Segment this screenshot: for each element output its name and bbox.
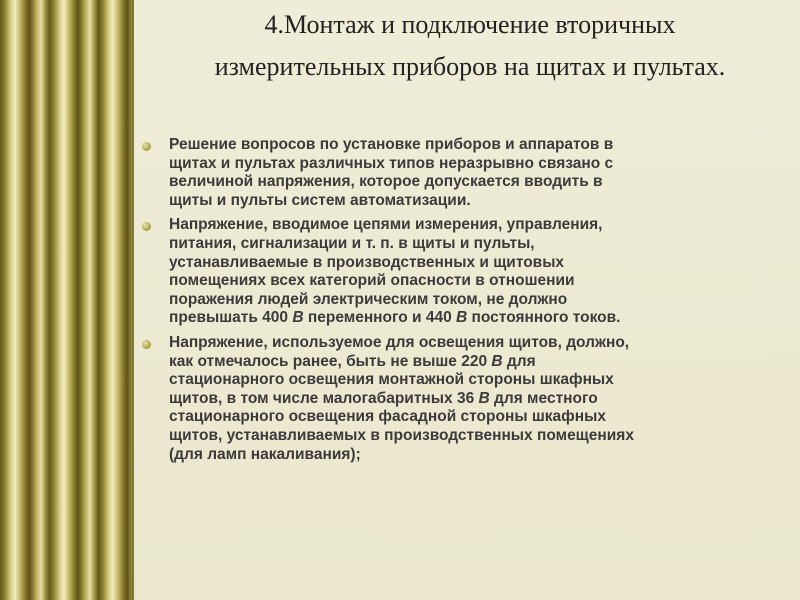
bullet-list [142, 136, 782, 470]
decorative-curtain-band [0, 0, 134, 600]
bullet-item-3 [142, 334, 782, 464]
text-segment: щитов, в том числе малогабаритных 36 [169, 389, 479, 407]
bullet-text-3 [169, 334, 782, 464]
bullet-item-2 [142, 216, 782, 328]
slide-title-line-1: 4.Монтаж и подключение вторичных [264, 10, 676, 39]
text-segment: для местного [489, 389, 598, 407]
bullet-item-1 [142, 136, 782, 210]
bullet-dot-icon [142, 222, 151, 231]
bullet-dot-icon [142, 340, 151, 349]
bullet-line: питания, сигнализации и т. п. в щиты и пульты, [169, 234, 535, 252]
bullet-line: устанавливаемые в производственных и щитовых [169, 253, 565, 271]
text-segment: для [502, 352, 536, 370]
text-segment: переменного и 440 [303, 309, 457, 327]
text-segment: превышать 400 [169, 309, 293, 327]
bullet-line: щитах и пультах различных типов неразрывно связано с [169, 154, 614, 172]
bullet-line: Напряжение, используемое для освещения щитов, должно, [169, 333, 630, 351]
slide-title [150, 4, 790, 88]
unit-volt: В [491, 352, 503, 370]
bullet-dot-icon [142, 142, 151, 151]
bullet-line: стационарного освещения фасадной стороны шкафных [169, 408, 606, 426]
bullet-text-1 [169, 136, 782, 210]
bullet-line [169, 353, 782, 372]
bullet-line [169, 390, 782, 409]
unit-volt: В [478, 389, 490, 407]
bullet-line: Решение вопросов по установке приборов и аппаратов в [169, 136, 614, 153]
bullet-line: величиной напряжения, которое допускается вводить в [169, 173, 603, 191]
bullet-line: щиты и пульты систем автоматизации. [169, 191, 471, 209]
bullet-line: Напряжение, вводимое цепями измерения, управления, [169, 216, 603, 234]
bullet-line [169, 309, 782, 328]
bullet-line: помещениях всех категорий опасности в отношении [169, 272, 575, 290]
bullet-line: поражения людей электрическим током, не должно [169, 290, 568, 308]
text-segment: постоянного токов. [467, 309, 621, 327]
bullet-line: щитов, устанавливаемых в производственных помещениях [169, 426, 634, 444]
slide-title-line-2: измерительных приборов на щитах и пультах. [214, 52, 726, 81]
unit-volt: В [456, 309, 468, 327]
bullet-line: стационарного освещения монтажной стороны шкафных [169, 371, 614, 389]
bullet-line: (для ламп накаливания); [169, 445, 361, 463]
unit-volt: В [292, 309, 304, 327]
text-segment: как отмечалось ранее, быть не выше 220 [169, 352, 492, 370]
bullet-text-2 [169, 216, 782, 328]
